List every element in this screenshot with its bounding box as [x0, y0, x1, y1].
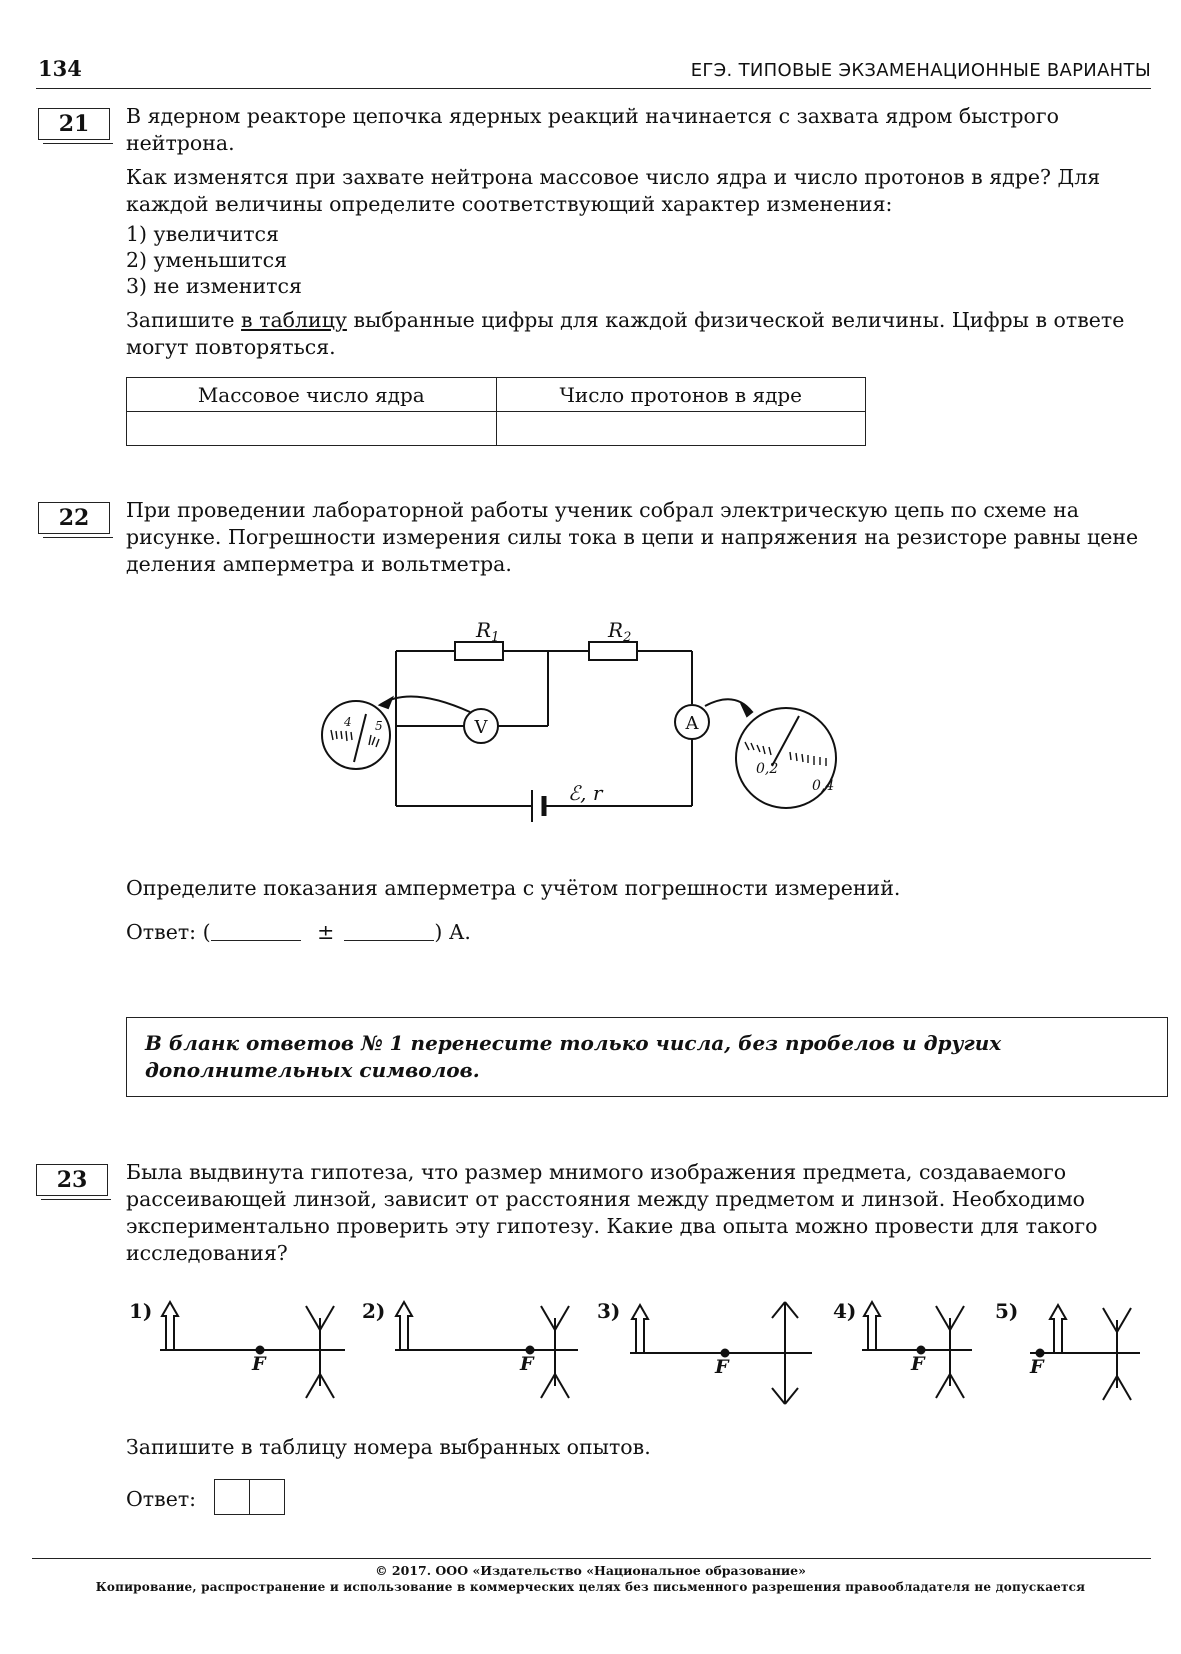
question-number-22: 22	[38, 502, 110, 534]
experiment-3-focus: F	[715, 1356, 729, 1378]
emf-label: ℰ, r	[568, 781, 603, 805]
q23-answer-cell-2[interactable]	[250, 1479, 285, 1515]
voltmeter-scale-4: 4	[344, 715, 352, 729]
r1-subscript: 1	[491, 630, 500, 645]
q23-answer-cell-1[interactable]	[214, 1479, 250, 1515]
experiment-2-label: 2)	[362, 1299, 386, 1323]
experiment-4-label: 4)	[833, 1299, 857, 1323]
ammeter-scale-0-4: 0,4	[812, 778, 835, 794]
ammeter-label: A	[685, 713, 699, 734]
q22-plus-minus: ±	[317, 920, 335, 944]
question-number-21: 21	[38, 108, 110, 140]
experiment-5-focus: F	[1030, 1356, 1044, 1378]
q22-answer-label: Ответ: (	[126, 920, 211, 944]
r2-label: R	[608, 618, 624, 642]
q21-intro: В ядерном реакторе цепочка ядерных реакций начинается с захвата ядром быстрого нейтрона.	[126, 104, 1059, 155]
experiment-1-setup	[160, 1302, 345, 1398]
q23-answer-label: Ответ:	[126, 1487, 197, 1511]
q21-header-proton-number: Число протонов в ядре	[496, 378, 866, 412]
question-number-23: 23	[36, 1164, 108, 1196]
experiment-3-label: 3)	[597, 1299, 621, 1323]
q21-instruction: Запишите в таблицу выбранные цифры для каждой физической величины. Цифры в ответе могут повторяться.	[126, 308, 1125, 359]
q21-option-1: 1) увеличится	[126, 222, 279, 246]
voltmeter-label: V	[474, 717, 488, 738]
book-title: ЕГЭ. ТИПОВЫЕ ЭКЗАМЕНАЦИОННЫЕ ВАРИАНТЫ	[690, 60, 1151, 81]
experiment-4-focus: F	[911, 1353, 925, 1375]
experiment-1-focus: F	[252, 1353, 266, 1375]
q22-answer-unit: ) А.	[434, 920, 471, 944]
q23-instruction: Запишите в таблицу номера выбранных опытов.	[126, 1435, 651, 1459]
experiment-3-setup	[630, 1302, 812, 1404]
voltmeter-scale-5: 5	[375, 719, 383, 733]
experiment-5-label: 5)	[995, 1299, 1019, 1323]
q21-option-2: 2) уменьшится	[126, 248, 287, 272]
experiment-1-label: 1)	[129, 1299, 153, 1323]
r2-subscript: 2	[623, 630, 632, 645]
q23-text: Была выдвинута гипотеза, что размер мнимого изображения предмета, создаваемого рассеивающей линзой, зависит от расстояния между предметом и линзой. Необходимо экспериментально проверить эту гипотезу. Какие два опыта можно провести для такого исследования?	[126, 1160, 1098, 1265]
q22-question: Определите показания амперметра с учётом погрешности измерений.	[126, 876, 901, 900]
q21-header-mass-number: Массовое число ядра	[127, 378, 497, 412]
footer-divider	[32, 1558, 1151, 1559]
experiment-2-focus: F	[520, 1353, 534, 1375]
q21-instruction-link: в таблицу	[241, 308, 347, 332]
q22-text: При проведении лабораторной работы ученик собрал электрическую цепь по схеме на рисунке. Погрешности измерения силы тока в цепи и напряжения на резисторе равны цене деления амперметра и вольтметра.	[126, 498, 1139, 576]
experiment-4-setup	[862, 1302, 972, 1398]
q21-option-3: 3) не изменится	[126, 274, 302, 298]
experiment-2-setup	[395, 1302, 578, 1398]
ammeter-scale-0-2: 0,2	[756, 761, 779, 777]
footer-notice: Копирование, распространение и использование в коммерческих целях без письменного разрешения правообладателя не допускается	[95, 1580, 1086, 1594]
q21-question: Как изменятся при захвате нейтрона массовое число ядра и число протонов в ядре? Для каждой величины определите соответствующий характер изменения:	[126, 165, 1101, 216]
q23-answer-cells	[214, 1479, 285, 1515]
answer-sheet-notice: В бланк ответов № 1 перенесите только числа, без пробелов и других дополнительных символов.	[126, 1017, 1168, 1097]
footer-copyright: © 2017. ООО «Издательство «Национальное образование»	[375, 1563, 806, 1578]
page-number: 134	[38, 56, 82, 81]
experiment-5-setup	[1030, 1305, 1140, 1400]
r1-label: R	[476, 618, 492, 642]
